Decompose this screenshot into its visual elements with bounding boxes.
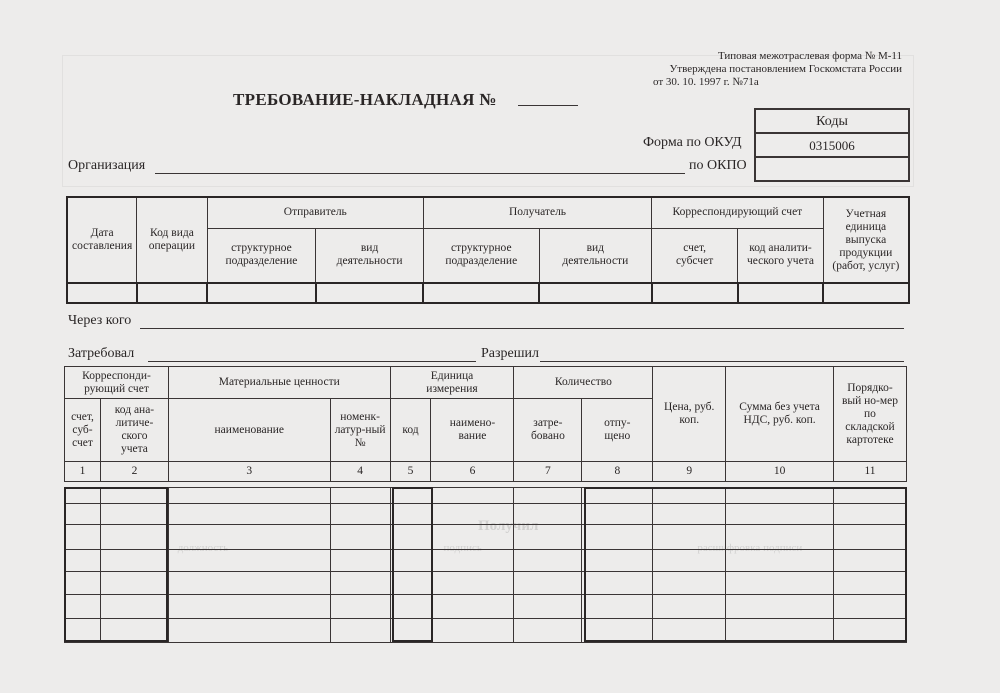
allowed-field[interactable] bbox=[540, 361, 904, 362]
entry-cell[interactable] bbox=[514, 525, 582, 550]
entry-cell[interactable] bbox=[431, 488, 514, 504]
cell-date[interactable] bbox=[67, 283, 137, 303]
organization-label: Организация bbox=[68, 158, 146, 173]
back-page-received: Получил bbox=[478, 518, 539, 534]
entry-cell[interactable] bbox=[514, 488, 582, 504]
approved-text: Утверждена постановлением Госкомстата России bbox=[669, 63, 902, 75]
document-number-field[interactable] bbox=[518, 105, 578, 106]
form-type: Типовая межотраслевая форма № М-11 bbox=[717, 50, 902, 62]
col2-name: наименование bbox=[168, 399, 330, 462]
col2-released: отпу-щено bbox=[582, 399, 653, 462]
entry-cell[interactable] bbox=[330, 550, 390, 572]
entry-cell[interactable] bbox=[168, 504, 330, 525]
cell-sender-struct[interactable] bbox=[207, 283, 316, 303]
back-page-signature: подпись bbox=[443, 542, 482, 554]
col2-price: Цена, руб. коп. bbox=[653, 367, 726, 462]
codes-header: Коды bbox=[755, 109, 909, 133]
entry-cell[interactable] bbox=[330, 619, 390, 643]
col2-requested: затре-бовано bbox=[514, 399, 582, 462]
okud-value[interactable]: 0315006 bbox=[755, 133, 909, 157]
col-analytic-code: код аналити-ческого учета bbox=[738, 228, 823, 283]
entry-cell[interactable] bbox=[431, 572, 514, 595]
col-account: счет, субсчет bbox=[652, 228, 738, 283]
col-corr-account: Корреспондирующий счет bbox=[652, 197, 824, 228]
cell-sender-activity[interactable] bbox=[316, 283, 424, 303]
requested-label: Затребовал bbox=[68, 346, 135, 361]
col-number: 8 bbox=[582, 462, 653, 482]
requested-field[interactable] bbox=[148, 361, 476, 362]
col2-corr-account: Корреспонди-рующий счет bbox=[65, 367, 169, 399]
cell-op-code[interactable] bbox=[137, 283, 207, 303]
column-number-row bbox=[65, 462, 907, 482]
col2-unit-name: наимено-вание bbox=[431, 399, 514, 462]
document-title: ТРЕБОВАНИЕ-НАКЛАДНАЯ № bbox=[233, 90, 497, 109]
entry-cell[interactable] bbox=[168, 488, 330, 504]
cell-receiver-struct[interactable] bbox=[423, 283, 539, 303]
entry-cell[interactable] bbox=[514, 550, 582, 572]
cell-unit[interactable] bbox=[823, 283, 909, 303]
back-page-decoding: расшифровка подписи bbox=[697, 542, 803, 554]
col-sender: Отправитель bbox=[207, 197, 423, 228]
col-number: 4 bbox=[330, 462, 390, 482]
items-table bbox=[64, 366, 907, 482]
col-number: 10 bbox=[726, 462, 834, 482]
col-number: 1 bbox=[65, 462, 101, 482]
entry-cell[interactable] bbox=[431, 595, 514, 619]
col-op-code: Код вида операции bbox=[137, 197, 207, 283]
entry-cell[interactable] bbox=[431, 550, 514, 572]
codes-table bbox=[754, 108, 910, 182]
entry-cell[interactable] bbox=[330, 572, 390, 595]
col2-account: счет, суб-счет bbox=[65, 399, 101, 462]
cell-receiver-activity[interactable] bbox=[539, 283, 651, 303]
col-number: 11 bbox=[833, 462, 906, 482]
entry-cell[interactable] bbox=[431, 504, 514, 525]
col-receiver-struct: структурное подразделение bbox=[423, 228, 539, 283]
group-border-accounts bbox=[64, 487, 168, 642]
back-page-position: должность bbox=[177, 542, 229, 554]
cell-account[interactable] bbox=[652, 283, 738, 303]
col-number: 6 bbox=[431, 462, 514, 482]
col2-nomen-no: номенк-латур-ный № bbox=[330, 399, 390, 462]
entry-cell[interactable] bbox=[431, 525, 514, 550]
col-number: 5 bbox=[390, 462, 431, 482]
col2-materials: Материальные ценности bbox=[168, 367, 390, 399]
entry-cell[interactable] bbox=[168, 619, 330, 643]
col2-card-no: Порядко-вый но-мер по складской картотеке bbox=[833, 367, 906, 462]
col-number: 2 bbox=[100, 462, 168, 482]
entry-cell[interactable] bbox=[168, 595, 330, 619]
via-label: Через кого bbox=[68, 313, 132, 328]
col-receiver-activity: вид деятельности bbox=[539, 228, 651, 283]
okpo-label: по ОКПО bbox=[689, 158, 747, 173]
entry-cell[interactable] bbox=[514, 595, 582, 619]
entry-cell[interactable] bbox=[330, 504, 390, 525]
entry-cell[interactable] bbox=[514, 572, 582, 595]
group-border-units bbox=[392, 487, 433, 642]
entry-cell[interactable] bbox=[514, 619, 582, 643]
okud-label: Форма по ОКУД bbox=[643, 135, 742, 150]
col-date: Дата составления bbox=[67, 197, 137, 283]
approved-date: от 30. 10. 1997 г. №71а bbox=[653, 76, 759, 88]
header-table bbox=[66, 196, 910, 304]
entry-cell[interactable] bbox=[330, 525, 390, 550]
entry-cell[interactable] bbox=[168, 525, 330, 550]
col2-analytic-code: код ана-литиче-ского учета bbox=[100, 399, 168, 462]
col-sender-activity: вид деятельности bbox=[316, 228, 424, 283]
organization-field[interactable] bbox=[155, 173, 685, 174]
col-number: 9 bbox=[653, 462, 726, 482]
col-number: 3 bbox=[168, 462, 330, 482]
entry-cell[interactable] bbox=[168, 550, 330, 572]
cell-analytic-code[interactable] bbox=[738, 283, 823, 303]
col-unit: Учетная единица выпуска продукции (работ, услуг) bbox=[823, 197, 909, 283]
entry-cell[interactable] bbox=[431, 619, 514, 643]
col2-quantity: Количество bbox=[514, 367, 653, 399]
entry-cell[interactable] bbox=[330, 595, 390, 619]
col-number: 7 bbox=[514, 462, 582, 482]
col-sender-struct: структурное подразделение bbox=[207, 228, 316, 283]
col2-sum: Сумма без учета НДС, руб. коп. bbox=[726, 367, 834, 462]
entry-cell[interactable] bbox=[168, 572, 330, 595]
col2-unit: Единица измерения bbox=[390, 367, 514, 399]
via-field[interactable] bbox=[140, 328, 904, 329]
group-border-quantity bbox=[584, 487, 907, 642]
okpo-value[interactable] bbox=[755, 157, 909, 181]
col2-code: код bbox=[390, 399, 431, 462]
col-receiver: Получатель bbox=[423, 197, 651, 228]
allowed-label: Разрешил bbox=[481, 346, 540, 361]
entry-cell[interactable] bbox=[514, 504, 582, 525]
entry-cell[interactable] bbox=[330, 488, 390, 504]
